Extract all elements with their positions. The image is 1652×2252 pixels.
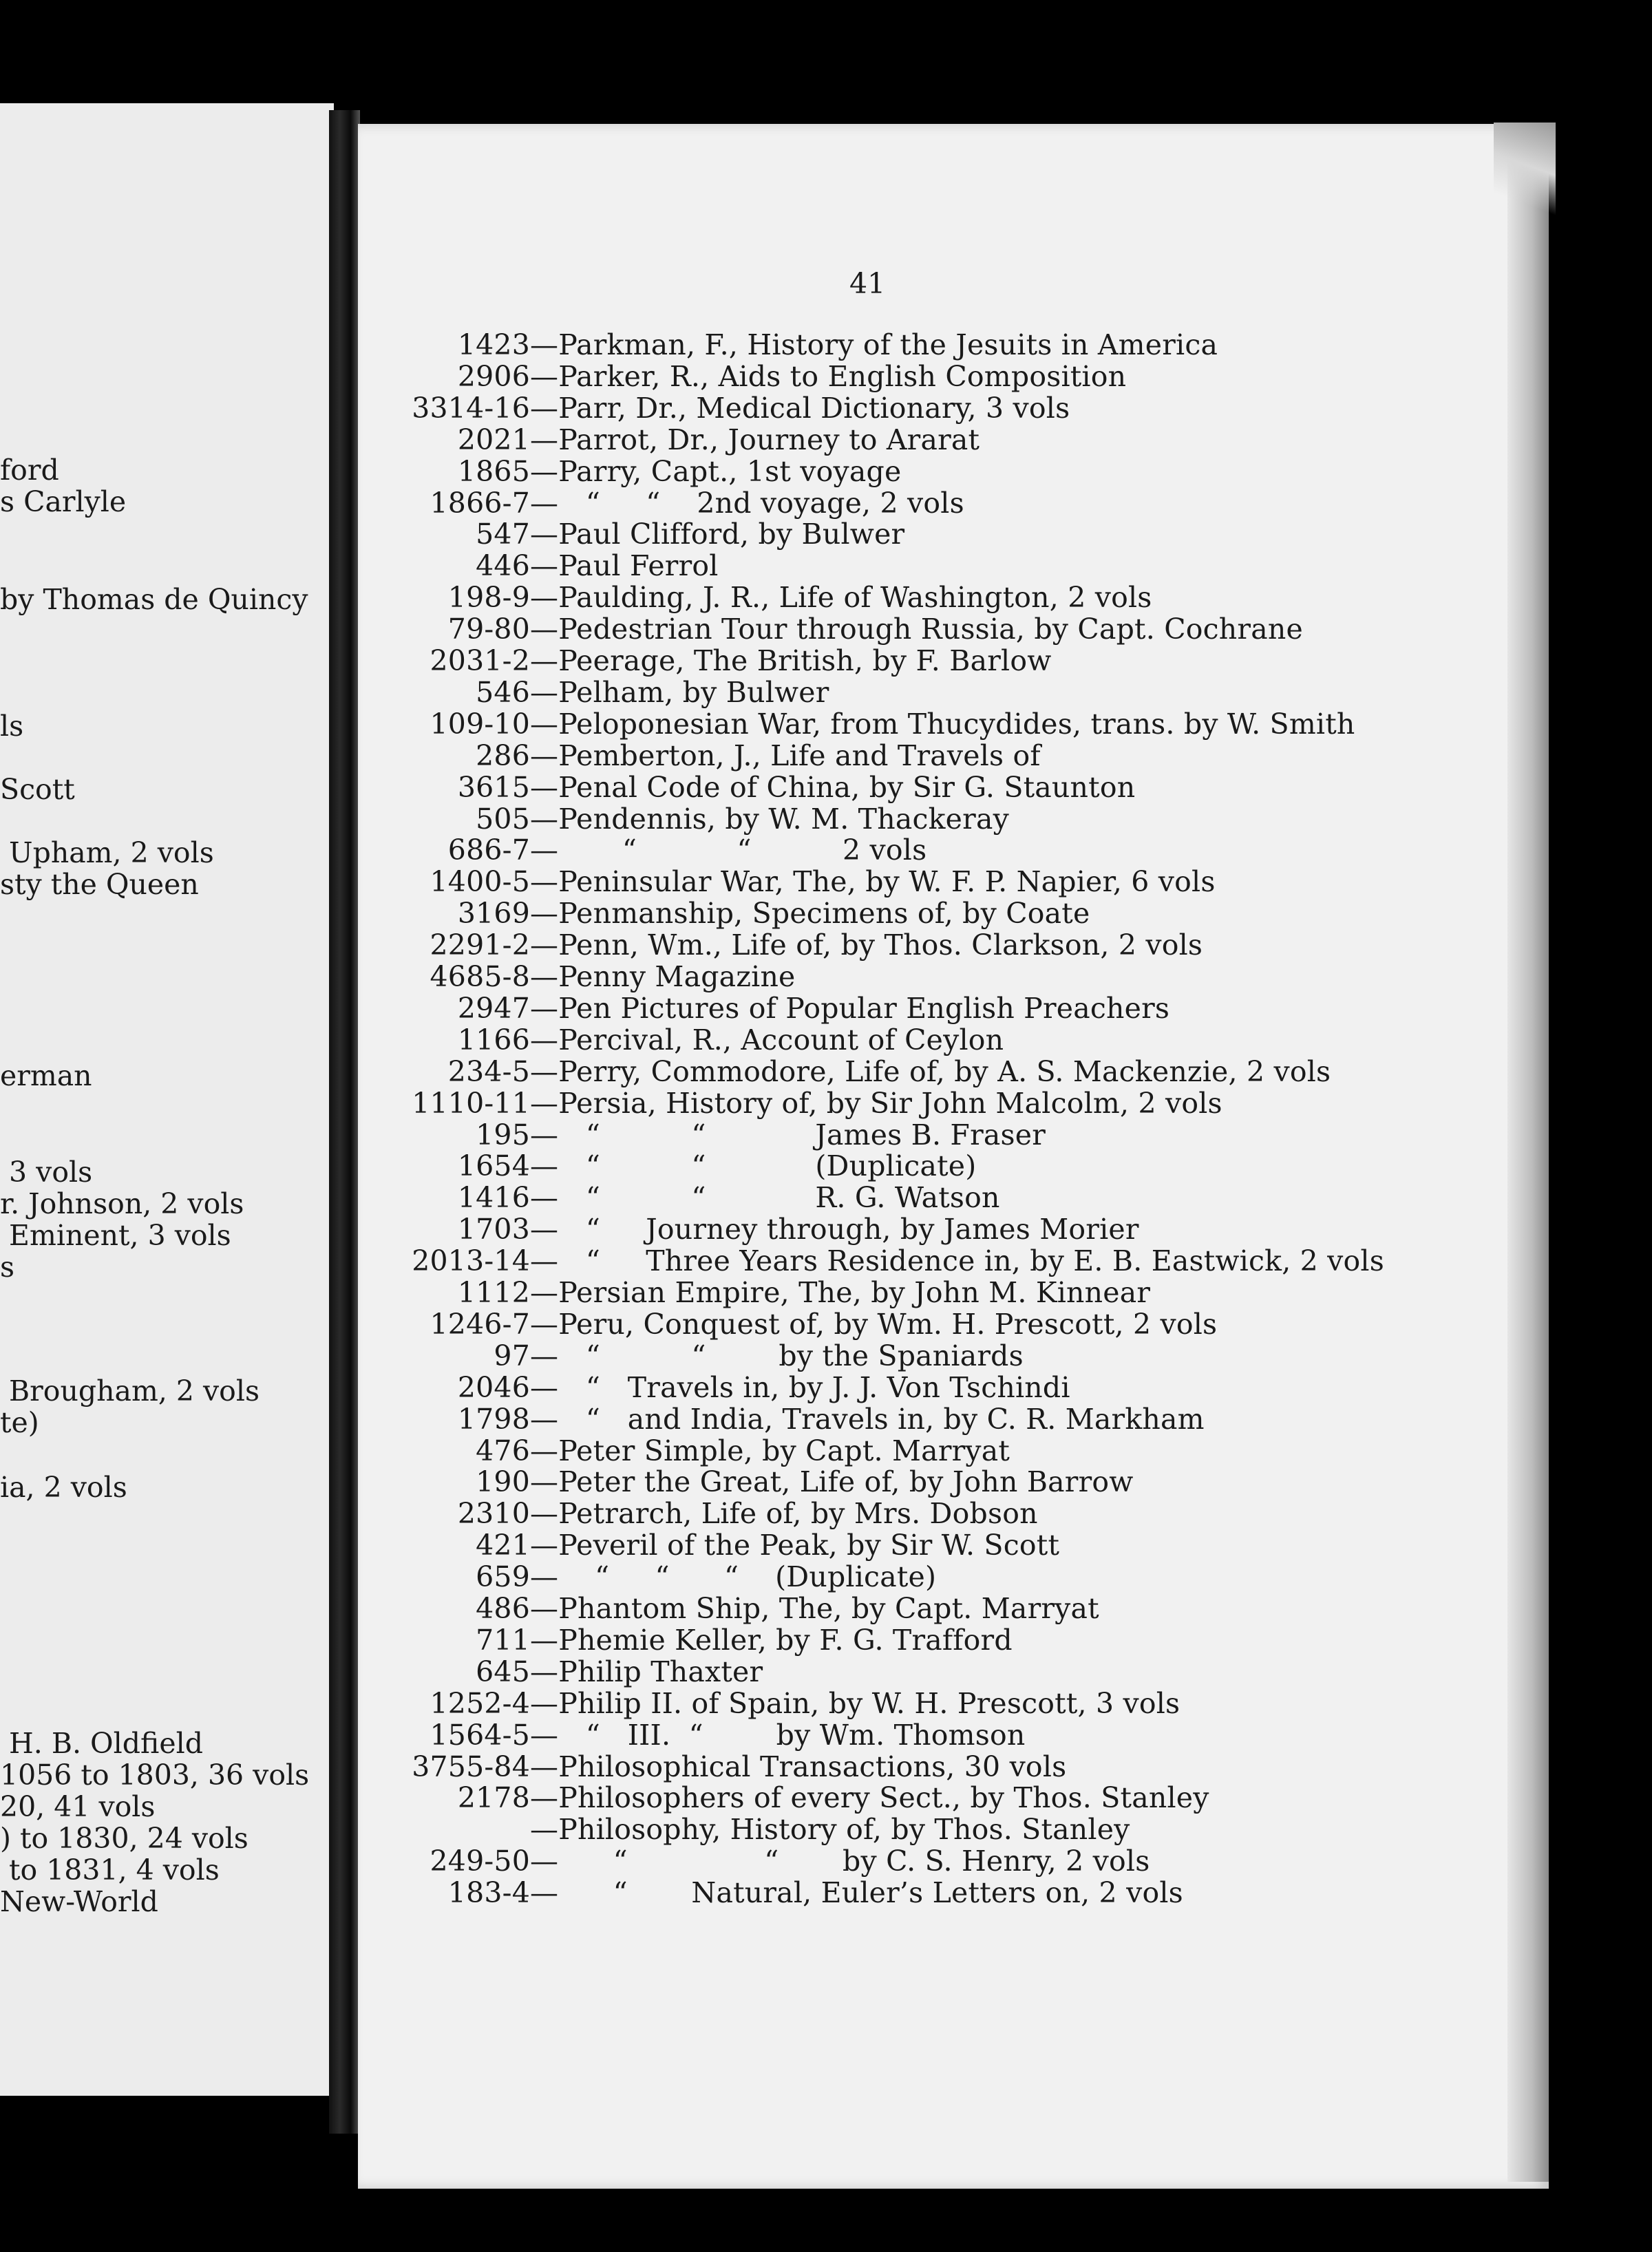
catalog-entry: 2046— “ Travels in, by J. J. Von Tschindi [457, 1370, 1070, 1404]
catalog-entry: 3169—Penmanship, Specimens of, by Coate [457, 897, 1090, 931]
catalog-entry: 79-80—Pedestrian Tour through Russia, by Capt. Cochrane [447, 613, 1303, 646]
catalog-entry: 659— “ “ “ (Duplicate) [476, 1560, 937, 1594]
catalog-entry: 3314-16—Parr, Dr., Medical Dictionary, 3 vols [412, 391, 1070, 425]
left-page-line: ford [0, 454, 59, 487]
left-page-line: r. Johnson, 2 vols [0, 1187, 244, 1220]
catalog-entry: 1654— “ “ (Duplicate) [457, 1149, 977, 1183]
catalog-entry: —Philosophy, History of, by Thos. Stanley [530, 1813, 1130, 1847]
left-page-line: New-World [0, 1885, 158, 1918]
catalog-entry: 109-10—Peloponesian War, from Thucydides, trans. by W. Smith [430, 707, 1355, 741]
catalog-entry: 1798— “ and India, Travels in, by C. R. Markham [457, 1402, 1205, 1436]
left-page-line: Eminent, 3 vols [0, 1219, 231, 1252]
catalog-entry: 547—Paul Clifford, by Bulwer [476, 518, 905, 551]
page-corner [1494, 123, 1556, 233]
catalog-entry: 2031-2—Peerage, The British, by F. Barlow [430, 644, 1052, 677]
catalog-entry: 249-50— “ “ by C. S. Henry, 2 vols [430, 1845, 1150, 1878]
page-number: 41 [849, 267, 886, 300]
left-page-line: sty the Queen [0, 868, 199, 901]
catalog-entry: 486—Phantom Ship, The, by Capt. Marryat [476, 1592, 1099, 1625]
catalog-entry: 1423—Parkman, F., History of the Jesuits in America [457, 328, 1218, 361]
catalog-entry: 421—Peveril of the Peak, by Sir W. Scott [476, 1529, 1060, 1562]
left-page-line: s Carlyle [0, 485, 127, 518]
catalog-entry: 2291-2—Penn, Wm., Life of, by Thos. Clarkson, 2 vols [430, 928, 1203, 962]
catalog-entry: 686-7— “ “ 2 vols [447, 833, 927, 867]
catalog-entry: 476—Peter Simple, by Capt. Marryat [476, 1434, 1010, 1467]
catalog-entry: 3615—Penal Code of China, by Sir G. Staunton [457, 770, 1136, 804]
left-page-line: te) [0, 1406, 39, 1439]
catalog-entry: 1564-5— “ III. “ by Wm. Thomson [430, 1718, 1026, 1752]
catalog-entry: 234-5—Perry, Commodore, Life of, by A. S. Mackenzie, 2 vols [447, 1054, 1331, 1088]
catalog-entry: 1866-7— “ “ 2nd voyage, 2 vols [430, 486, 964, 520]
left-page-line: 20, 41 vols [0, 1790, 156, 1823]
catalog-entry: 546—Pelham, by Bulwer [476, 675, 829, 709]
book-gutter [329, 110, 360, 2134]
page-edge [1507, 124, 1549, 2182]
catalog-entry: 1112—Persian Empire, The, by John M. Kinnear [457, 1276, 1151, 1309]
catalog-entry: 190—Peter the Great, Life of, by John Barrow [476, 1465, 1134, 1499]
catalog-entry: 505—Pendennis, by W. M. Thackeray [476, 802, 1009, 836]
left-page-line: Upham, 2 vols [0, 836, 214, 869]
catalog-entry: 1166—Percival, R., Account of Ceylon [457, 1023, 1004, 1056]
left-page-line: H. B. Oldfield [0, 1727, 203, 1760]
left-page-line: 1056 to 1803, 36 vols [0, 1759, 310, 1792]
left-page-line: s [0, 1251, 15, 1284]
left-page-line: 3 vols [0, 1156, 93, 1189]
left-page-line: by Thomas de Quincy [0, 583, 308, 616]
catalog-entry: 1246-7—Peru, Conquest of, by Wm. H. Prescott, 2 vols [430, 1307, 1218, 1341]
catalog-entry: 183-4— “ Natural, Euler’s Letters on, 2 vols [447, 1876, 1183, 1910]
left-page-line: Brougham, 2 vols [0, 1374, 260, 1408]
left-page-line: ia, 2 vols [0, 1471, 127, 1504]
left-page-line: to 1831, 4 vols [0, 1853, 220, 1887]
catalog-entry: 2013-14— “ Three Years Residence in, by E. B. Eastwick, 2 vols [412, 1244, 1384, 1278]
left-page-line: Scott [0, 773, 75, 806]
left-page-line: ls [0, 710, 24, 743]
left-page-line: erman [0, 1059, 92, 1092]
catalog-entry: 2947—Pen Pictures of Popular English Preachers [457, 991, 1170, 1025]
catalog-entry: 1110-11—Persia, History of, by Sir John Malcolm, 2 vols [412, 1086, 1222, 1120]
catalog-entry: 1416— “ “ R. G. Watson [457, 1181, 1000, 1215]
left-page [0, 103, 334, 2096]
catalog-entry: 3755-84—Philosophical Transactions, 30 vols [412, 1750, 1067, 1783]
catalog-entry: 1400-5—Peninsular War, The, by W. F. P. Napier, 6 vols [430, 865, 1216, 899]
catalog-entry: 1703— “ Journey through, by James Morier [457, 1213, 1139, 1246]
catalog-entry: 711—Phemie Keller, by F. G. Trafford [476, 1623, 1013, 1657]
catalog-entry: 4685-8—Penny Magazine [430, 960, 796, 993]
left-page-line: ) to 1830, 24 vols [0, 1822, 248, 1855]
catalog-entry: 645—Philip Thaxter [476, 1655, 763, 1688]
catalog-entry: 97— “ “ by the Spaniards [494, 1339, 1024, 1372]
catalog-entry: 2906—Parker, R., Aids to English Composition [457, 359, 1127, 393]
catalog-entry: 2021—Parrot, Dr., Journey to Ararat [457, 423, 980, 456]
catalog-entry: 195— “ “ James B. Fraser [476, 1118, 1046, 1151]
catalog-entry: 1865—Parry, Capt., 1st voyage [457, 454, 902, 488]
catalog-entry: 2178—Philosophers of every Sect., by Thos. Stanley [457, 1781, 1209, 1815]
catalog-entry: 1252-4—Philip II. of Spain, by W. H. Prescott, 3 vols [430, 1686, 1180, 1720]
catalog-entry: 2310—Petrarch, Life of, by Mrs. Dobson [457, 1497, 1038, 1531]
catalog-entry: 198-9—Paulding, J. R., Life of Washington, 2 vols [447, 581, 1152, 615]
catalog-entry: 286—Pemberton, J., Life and Travels of [476, 739, 1041, 772]
catalog-entry: 446—Paul Ferrol [476, 549, 719, 583]
